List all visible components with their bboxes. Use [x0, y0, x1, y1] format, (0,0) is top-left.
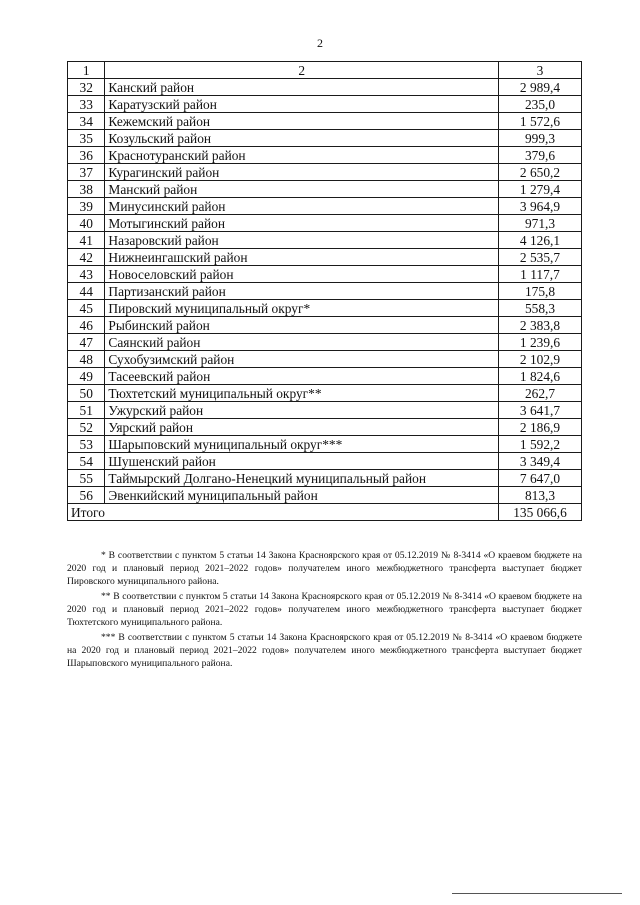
row-name: Сухобузимский район	[105, 351, 499, 368]
row-name: Тасеевский район	[105, 368, 499, 385]
row-value: 558,3	[499, 300, 582, 317]
row-name: Нижнеингашский район	[105, 249, 499, 266]
table-row	[68, 113, 582, 130]
row-value: 4 126,1	[499, 232, 582, 249]
row-value: 2 102,9	[499, 351, 582, 368]
row-number: 38	[68, 181, 105, 198]
row-number: 56	[68, 487, 105, 504]
table-total-row	[68, 504, 582, 521]
row-name: Канский район	[105, 79, 499, 96]
budget-table	[67, 61, 582, 521]
footnote: *** В соответствии с пунктом 5 статьи 14 Закона Красноярского края от 05.12.2019 № 8-3414 «О краевом бюджете на 2020 год и плановый период 2021–2022 годов» получателем иного межбюджетного трансферта выступает бюджет Шарыповского муниципального района.	[67, 632, 582, 669]
row-number: 45	[68, 300, 105, 317]
table-row	[68, 215, 582, 232]
row-name: Саянский район	[105, 334, 499, 351]
table-row	[68, 198, 582, 215]
table-row	[68, 470, 582, 487]
table-row	[68, 334, 582, 351]
row-number: 41	[68, 232, 105, 249]
row-name: Козульский район	[105, 130, 499, 147]
column-header-number: 1	[68, 62, 105, 79]
row-name: Рыбинский район	[105, 317, 499, 334]
total-value: 135 066,6	[499, 504, 582, 521]
table-row	[68, 368, 582, 385]
row-number: 53	[68, 436, 105, 453]
row-number: 55	[68, 470, 105, 487]
column-header-name: 2	[105, 62, 499, 79]
row-name: Партизанский район	[105, 283, 499, 300]
row-number: 42	[68, 249, 105, 266]
row-value: 3 641,7	[499, 402, 582, 419]
table-row	[68, 419, 582, 436]
row-value: 2 383,8	[499, 317, 582, 334]
table-row	[68, 266, 582, 283]
row-name: Таймырский Долгано-Ненецкий муниципальный район	[105, 470, 499, 487]
bottom-divider	[452, 893, 622, 894]
row-value: 379,6	[499, 147, 582, 164]
row-name: Шарыповский муниципальный округ***	[105, 436, 499, 453]
row-value: 1 572,6	[499, 113, 582, 130]
table-row	[68, 96, 582, 113]
row-name: Назаровский район	[105, 232, 499, 249]
table-row	[68, 249, 582, 266]
row-number: 40	[68, 215, 105, 232]
row-name: Краснотуранский район	[105, 147, 499, 164]
row-value: 3 349,4	[499, 453, 582, 470]
row-value: 7 647,0	[499, 470, 582, 487]
row-value: 2 650,2	[499, 164, 582, 181]
table-row	[68, 181, 582, 198]
row-value: 1 279,4	[499, 181, 582, 198]
row-value: 1 592,2	[499, 436, 582, 453]
row-number: 50	[68, 385, 105, 402]
total-label: Итого	[68, 504, 499, 521]
row-name: Каратузский район	[105, 96, 499, 113]
row-number: 47	[68, 334, 105, 351]
table-row	[68, 453, 582, 470]
table-row	[68, 283, 582, 300]
footnote: * В соответствии с пунктом 5 статьи 14 Закона Красноярского края от 05.12.2019 № 8-3414 «О краевом бюджете на 2020 год и плановый период 2021–2022 годов» получателем иного межбюджетного трансферта выступает бюджет Пировского муниципального района.	[67, 550, 582, 587]
row-value: 971,3	[499, 215, 582, 232]
row-number: 33	[68, 96, 105, 113]
table-row	[68, 164, 582, 181]
row-value: 999,3	[499, 130, 582, 147]
row-name: Уярский район	[105, 419, 499, 436]
row-value: 813,3	[499, 487, 582, 504]
row-value: 2 186,9	[499, 419, 582, 436]
row-number: 32	[68, 79, 105, 96]
row-number: 36	[68, 147, 105, 164]
table-row	[68, 487, 582, 504]
row-value: 1 117,7	[499, 266, 582, 283]
row-value: 262,7	[499, 385, 582, 402]
row-number: 39	[68, 198, 105, 215]
table-body	[68, 79, 582, 504]
table-row	[68, 232, 582, 249]
row-value: 1 824,6	[499, 368, 582, 385]
row-number: 54	[68, 453, 105, 470]
row-value: 2 535,7	[499, 249, 582, 266]
row-name: Тюхтетский муниципальный округ**	[105, 385, 499, 402]
table-row	[68, 79, 582, 96]
table-row	[68, 300, 582, 317]
footnotes	[67, 549, 582, 672]
row-number: 37	[68, 164, 105, 181]
row-number: 52	[68, 419, 105, 436]
table-row	[68, 317, 582, 334]
row-name: Пировский муниципальный округ*	[105, 300, 499, 317]
row-name: Минусинский район	[105, 198, 499, 215]
row-number: 46	[68, 317, 105, 334]
row-number: 43	[68, 266, 105, 283]
table-row	[68, 147, 582, 164]
row-name: Шушенский район	[105, 453, 499, 470]
table-row	[68, 385, 582, 402]
row-name: Ужурский район	[105, 402, 499, 419]
footnote: ** В соответствии с пунктом 5 статьи 14 Закона Красноярского края от 05.12.2019 № 8-3414 «О краевом бюджете на 2020 год и плановый период 2021–2022 годов» получателем иного межбюджетного трансферта выступает бюджет Тюхтетского муниципального района.	[67, 591, 582, 628]
table-row	[68, 402, 582, 419]
table-row	[68, 436, 582, 453]
column-header-value: 3	[499, 62, 582, 79]
row-name: Новоселовский район	[105, 266, 499, 283]
row-value: 2 989,4	[499, 79, 582, 96]
row-number: 51	[68, 402, 105, 419]
row-name: Кежемский район	[105, 113, 499, 130]
row-number: 34	[68, 113, 105, 130]
row-name: Курагинский район	[105, 164, 499, 181]
row-number: 48	[68, 351, 105, 368]
row-name: Эвенкийский муниципальный район	[105, 487, 499, 504]
row-number: 49	[68, 368, 105, 385]
table-row	[68, 130, 582, 147]
row-value: 175,8	[499, 283, 582, 300]
row-name: Мотыгинский район	[105, 215, 499, 232]
table-header-row	[68, 62, 582, 79]
table-row	[68, 351, 582, 368]
row-value: 3 964,9	[499, 198, 582, 215]
row-value: 235,0	[499, 96, 582, 113]
row-name: Манский район	[105, 181, 499, 198]
row-value: 1 239,6	[499, 334, 582, 351]
row-number: 35	[68, 130, 105, 147]
page-number: 2	[317, 36, 323, 50]
row-number: 44	[68, 283, 105, 300]
